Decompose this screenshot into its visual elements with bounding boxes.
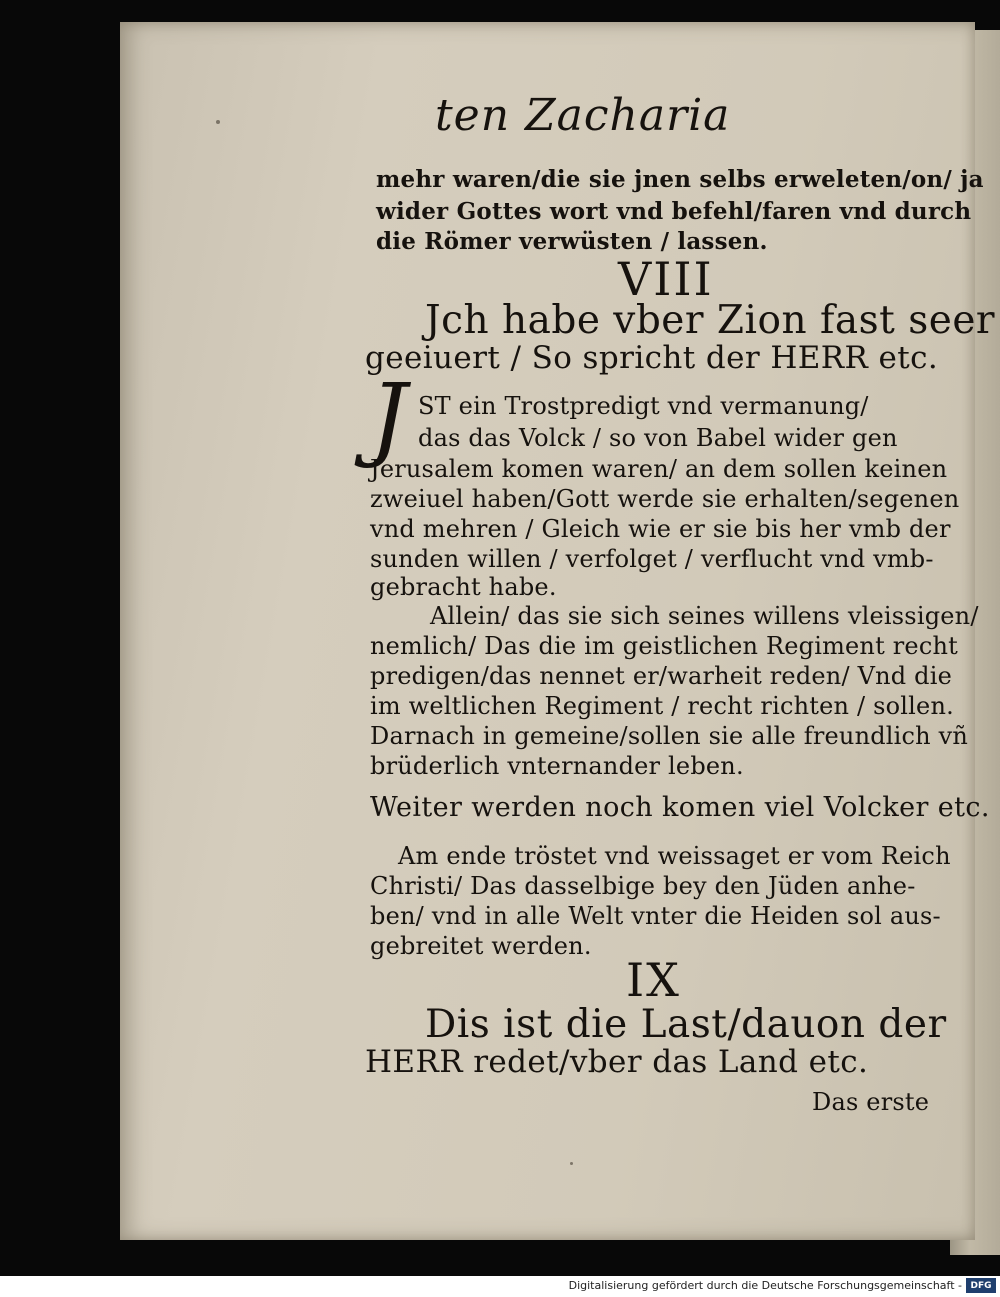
section-9-title-line1: Dis ist die Last/dauon der — [425, 1002, 947, 1047]
intro-line: die Römer verwüsten / lassen. — [376, 228, 768, 255]
paragraph-line: ben/ vnd in alle Welt vnter die Heiden sol aus- — [370, 902, 941, 930]
paragraph-line: brüderlich vnternander leben. — [370, 752, 744, 780]
catchword: Das erste — [812, 1088, 930, 1116]
paragraph-line: predigen/das nennet er/warheit reden/ Vnd die — [370, 662, 952, 690]
paragraph-line: vnd mehren / Gleich wie er sie bis her vmb der — [370, 515, 951, 543]
paragraph-line: Am ende tröstet vnd weissaget er vom Reich — [398, 842, 951, 870]
paragraph-line: gebracht habe. — [370, 573, 557, 601]
paragraph-line: Darnach in gemeine/sollen sie alle freundlich vñ — [370, 722, 969, 750]
paragraph-line: sunden willen / verfolget / verflucht vnd vmb- — [370, 545, 934, 573]
section-9-title-line2: HERR redet/vber das Land etc. — [365, 1044, 869, 1080]
ink-speck — [216, 120, 220, 124]
dfg-logo: DFG — [966, 1278, 996, 1293]
funding-note: Digitalisierung gefördert durch die Deutsche Forschungsgemeinschaft - — [568, 1279, 962, 1292]
running-head: ten Zacharia — [435, 90, 731, 141]
section-numeral-9: IX — [626, 953, 681, 1007]
paragraph-line: Allein/ das sie sich seines willens vleissigen/ — [430, 602, 979, 630]
paragraph-line: Christi/ Das dasselbige bey den Jüden anhe- — [370, 872, 916, 900]
intro-line: mehr waren/die sie jnen selbs erweleten/on/ ja — [376, 166, 984, 193]
section-8-title-line2: geeiuert / So spricht der HERR etc. — [365, 340, 939, 376]
footer-bar — [0, 1276, 1000, 1297]
paragraph-line: zweiuel haben/Gott werde sie erhalten/segenen — [370, 485, 960, 513]
section-8-title-line1: Jch habe vber Zion fast seer — [425, 298, 996, 343]
paragraph-line: nemlich/ Das die im geistlichen Regiment recht — [370, 632, 958, 660]
paragraph-line: gebreitet werden. — [370, 932, 592, 960]
paragraph-line: das das Volck / so von Babel wider gen — [418, 424, 898, 452]
drop-initial: J — [370, 364, 407, 471]
subheading: Weiter werden noch komen viel Volcker etc. — [370, 792, 990, 823]
paragraph-line: im weltlichen Regiment / recht richten / sollen. — [370, 692, 954, 720]
paragraph-line: ST ein Trostpredigt vnd vermanung/ — [418, 392, 869, 420]
intro-line: wider Gottes wort vnd befehl/faren vnd durch — [376, 198, 972, 225]
paragraph-line: Jerusalem komen waren/ an dem sollen keinen — [370, 455, 948, 483]
ink-speck — [570, 1162, 573, 1165]
section-numeral-8: VIII — [618, 252, 714, 306]
